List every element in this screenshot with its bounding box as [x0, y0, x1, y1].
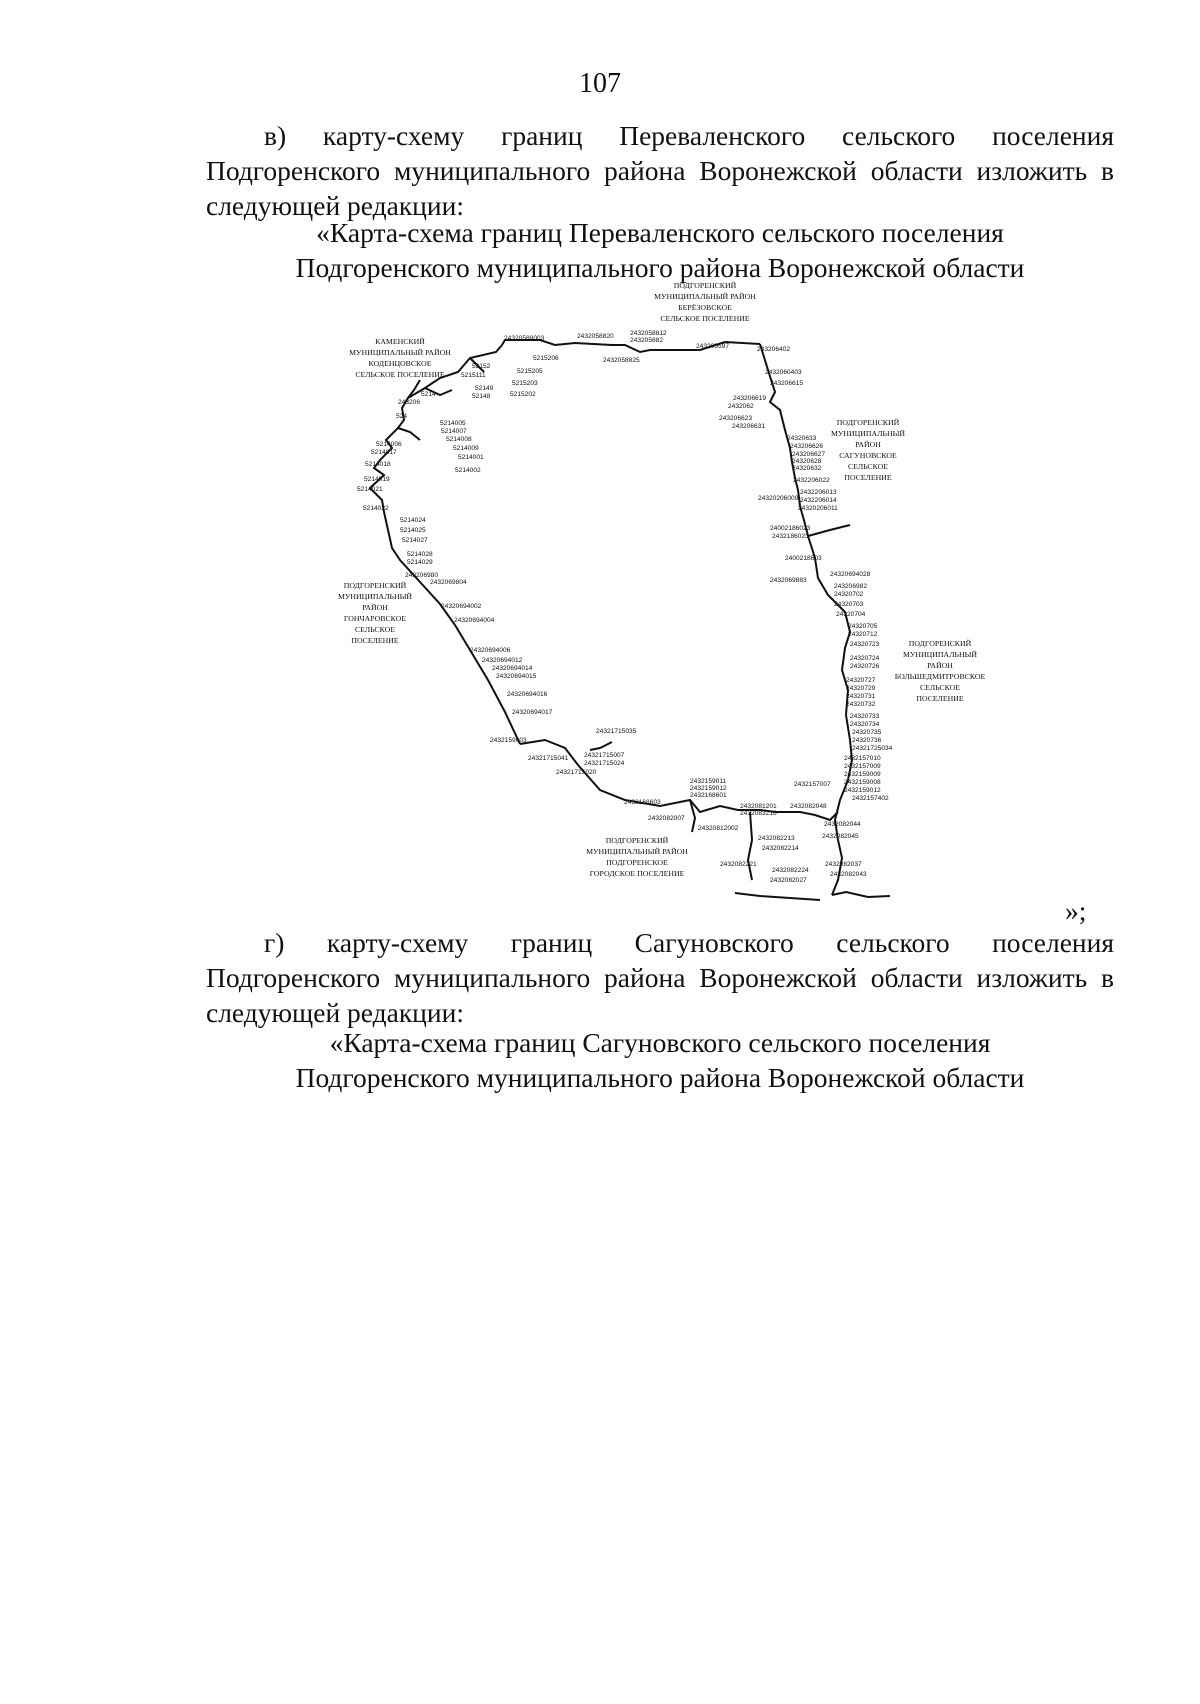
point-label: 24321715041: [528, 755, 569, 762]
point-label: 24320694015: [496, 673, 537, 680]
point-label: 5214022: [363, 505, 389, 512]
region-south-line3: ПОДГОРЕНСКОЕ: [606, 858, 668, 867]
region-west-line4: ГОНЧАРОВСКОЕ: [343, 614, 407, 623]
region-east-line2: МУНИЦИПАЛЬНЫЙ: [830, 429, 906, 438]
region-label-southeast: [895, 639, 986, 703]
point-label: 2432082027: [770, 877, 807, 884]
point-label: 2432206014: [800, 497, 837, 504]
point-label: 2432159008: [844, 779, 881, 786]
point-label: 5215205: [517, 368, 543, 375]
section-g-map-title-line1: «Карта-схема границ Сагуновского сельского поселения: [329, 1027, 991, 1058]
point-label: 2432058825: [603, 357, 640, 364]
point-label: 5214025: [400, 527, 426, 534]
point-label: 2432168603: [624, 799, 661, 806]
point-label: 243206619: [733, 395, 767, 402]
region-east-line3: РАЙОН: [855, 440, 881, 449]
region-west-line5: СЕЛЬСКОЕ: [354, 625, 396, 634]
point-label: 5215203: [512, 380, 538, 387]
point-label: 24320694012: [482, 657, 523, 664]
region-label-west: [338, 581, 412, 645]
point-label: 24320694006: [470, 647, 511, 654]
point-label: 5215202: [510, 391, 536, 398]
point-label: 5214006: [376, 441, 402, 448]
point-label: 2432186023: [772, 533, 809, 540]
region-southeast-line2: МУНИЦИПАЛЬНЫЙ: [902, 650, 978, 659]
point-label: 243205882: [630, 337, 664, 344]
page-number: 107: [579, 68, 621, 99]
point-label: 24320812002: [698, 825, 739, 832]
region-label-north: [654, 281, 756, 323]
point-label: 524: [396, 413, 408, 420]
point-label: 243206626: [790, 443, 824, 450]
point-label: 243206631: [732, 423, 766, 430]
point-label: 5214008: [446, 436, 472, 443]
point-label: 2432159012: [844, 787, 881, 794]
point-label: 2432082221: [720, 861, 757, 868]
region-west-line6: ПОСЕЛЕНИЕ: [351, 636, 399, 645]
region-east-line1: ПОДГОРЕНСКИЙ: [836, 418, 900, 427]
point-label: 2432082045: [822, 833, 859, 840]
point-label: 2432062: [728, 403, 754, 410]
point-label: 2432168601: [690, 792, 727, 799]
region-east-line4: САГУНОВСКОЕ: [839, 451, 897, 460]
region-west-line2: МУНИЦИПАЛЬНЫЙ: [337, 592, 413, 601]
point-label: 5214029: [407, 559, 433, 566]
point-label: 2432159003: [490, 737, 527, 744]
point-label: 243206: [398, 399, 421, 406]
section-g-map-title-line2: Подгоренского муниципального района Воронежской области: [295, 1062, 1025, 1093]
point-label: 5214028: [407, 551, 433, 558]
point-label: 2432082037: [825, 861, 862, 868]
point-labels: [354, 330, 893, 884]
point-label: 24320632: [792, 465, 822, 472]
region-south-line1: ПОДГОРЕНСКИЙ: [605, 836, 669, 845]
point-label: 24321715024: [584, 760, 625, 767]
point-label: 24320727: [846, 677, 876, 684]
point-label: 24320703: [834, 601, 864, 608]
point-label: 24320694017: [512, 709, 553, 716]
point-label: 2432060403: [765, 369, 802, 376]
point-label: 24320206009: [758, 495, 799, 502]
region-label-east: [831, 418, 905, 482]
point-label: 2432157009: [844, 763, 881, 770]
point-label: 24320694028: [830, 571, 871, 578]
point-label: 24002186023: [770, 525, 811, 532]
point-label: 24320702: [834, 591, 864, 598]
point-label: 2432081201: [740, 803, 777, 810]
region-south-line4: ГОРОДСКОЕ ПОСЕЛЕНИЕ: [589, 869, 685, 878]
point-label: 24320588003: [504, 335, 545, 342]
point-label: 5215111: [461, 372, 486, 379]
point-label: 5214001: [458, 454, 484, 461]
point-label: 243206402: [757, 346, 791, 353]
point-label: 24320731: [846, 693, 876, 700]
point-label: 24320733: [850, 713, 880, 720]
region-south-line2: МУНИЦИПАЛЬНЫЙ РАЙОН: [586, 847, 688, 856]
point-label: 2432082043: [830, 871, 867, 878]
region-label-south: [586, 836, 688, 878]
region-east-line5: СЕЛЬСКОЕ: [847, 462, 889, 471]
section-v-map-title-line2: Подгоренского муниципального района Воронежской области: [295, 252, 1025, 283]
point-label: 2432082044: [824, 821, 861, 828]
point-label: 24320694004: [454, 617, 495, 624]
point-label: 5214024: [400, 517, 426, 524]
point-label: 5214009: [453, 445, 479, 452]
point-label: 2432082224: [772, 867, 809, 874]
region-north-line4: СЕЛЬСКОЕ ПОСЕЛЕНИЕ: [660, 314, 750, 323]
point-label: 5214017: [371, 449, 397, 456]
region-southeast-line5: СЕЛЬСКОЕ: [919, 683, 961, 692]
point-label: 24321715035: [596, 728, 637, 735]
point-label: 52149: [475, 385, 494, 392]
point-label: 24321725034: [852, 745, 893, 752]
region-west-line1: ПОДГОРЕНСКИЙ: [343, 581, 407, 590]
point-label: 2432157402: [852, 795, 889, 802]
region-label-northwest: [349, 337, 451, 379]
point-label: 5214027: [402, 537, 428, 544]
point-label: 24320694002: [441, 603, 482, 610]
point-label: 5214021: [357, 486, 383, 493]
point-label: 2432069804: [430, 579, 467, 586]
point-label: 2432069883: [770, 577, 807, 584]
point-label: 24320633: [787, 435, 817, 442]
point-label: 52148: [472, 393, 491, 400]
region-southeast-line3: РАЙОН: [927, 661, 953, 670]
section-v-intro: в) карту-схему границ Переваленского сельского поселения Подгоренского муниципального района Воронежской области изложить в следующей редакции:: [206, 120, 1114, 221]
region-northwest-line4: СЕЛЬСКОЕ ПОСЕЛЕНИЕ: [355, 370, 445, 379]
point-label: 5214002: [455, 467, 481, 474]
point-label: 24320732: [846, 701, 876, 708]
section-v-closing: »;: [1065, 895, 1087, 926]
point-label: 24320734: [850, 721, 880, 728]
point-label: 2432082048: [790, 803, 827, 810]
point-label: 24320705: [848, 623, 878, 630]
point-label: 243205597: [696, 343, 730, 350]
point-label: 24320694016: [507, 691, 548, 698]
point-label: 2432206013: [800, 489, 837, 496]
point-label: 24320723: [850, 641, 880, 648]
point-label: 243206623: [719, 415, 753, 422]
point-label: 2400218603: [785, 555, 822, 562]
point-label: 5214007: [441, 428, 467, 435]
region-north-line2: МУНИЦИПАЛЬНЫЙ РАЙОН: [654, 292, 756, 301]
region-east-line6: ПОСЕЛЕНИЕ: [844, 473, 892, 482]
point-label: 2432082213: [758, 835, 795, 842]
point-label: 2432159011: [690, 778, 727, 785]
section-g-intro: г) карту-схему границ Сагуновского сельского поселения Подгоренского муниципального района Воронежской области изложить в следующей редакции:: [206, 927, 1114, 1028]
region-north-line1: ПОДГОРЕНСКИЙ: [673, 281, 737, 290]
point-label: 24321715007: [584, 752, 625, 759]
point-label: 52152: [472, 363, 491, 370]
point-label: 24320704: [836, 611, 866, 618]
point-label: 5214005: [440, 420, 466, 427]
point-label: 243206615: [770, 380, 804, 387]
point-label: 5214018: [365, 461, 391, 468]
point-label: 2432058812: [630, 330, 667, 337]
point-label: 24320724: [850, 655, 880, 662]
point-label: 2432159012: [690, 785, 727, 792]
point-label: 24320735: [852, 729, 882, 736]
point-label: 2432157010: [844, 755, 881, 762]
region-southeast-line4: БОЛЬШЕДМИТРОВСКОЕ: [894, 672, 986, 681]
point-label: 5214019: [364, 476, 390, 483]
point-label: 24320736: [852, 737, 882, 744]
region-west-line3: РАЙОН: [362, 603, 388, 612]
section-v-map-title-line1: «Карта-схема границ Переваленского сельского поселения: [316, 217, 1004, 248]
point-label: 5215206: [533, 355, 559, 362]
region-northwest-line2: МУНИЦИПАЛЬНЫЙ РАЙОН: [349, 348, 451, 357]
point-label: 24320628: [792, 458, 822, 465]
region-southeast-line1: ПОДГОРЕНСКИЙ: [908, 639, 972, 648]
point-label: 243206982: [834, 583, 868, 590]
point-label: 2432082214: [762, 845, 799, 852]
region-northwest-line1: КАМЕНСКИЙ: [375, 337, 425, 346]
point-label: 24320729: [846, 685, 876, 692]
point-label: 2432206022: [793, 477, 830, 484]
point-label: 243206627: [792, 451, 826, 458]
point-label: 5214: [421, 391, 436, 398]
point-label: 24320694014: [492, 665, 533, 672]
point-label: 24321715020: [556, 769, 597, 776]
point-label: 2432157007: [794, 781, 831, 788]
point-label: 24320206011: [798, 505, 838, 512]
region-northwest-line3: КОДЕНЦОВСКОЕ: [368, 359, 432, 368]
point-label: 24320712: [848, 631, 878, 638]
point-label: 2432159009: [844, 771, 881, 778]
point-label: 24320726: [850, 663, 880, 670]
point-label: 243206980: [405, 572, 439, 579]
point-label: 2432082007: [648, 815, 685, 822]
region-southeast-line6: ПОСЕЛЕНИЕ: [916, 694, 964, 703]
point-label: 2432058820: [577, 333, 614, 340]
region-north-line3: БЕРЁЗОВСКОЕ: [678, 303, 732, 312]
point-label: 2432083216: [740, 810, 777, 817]
